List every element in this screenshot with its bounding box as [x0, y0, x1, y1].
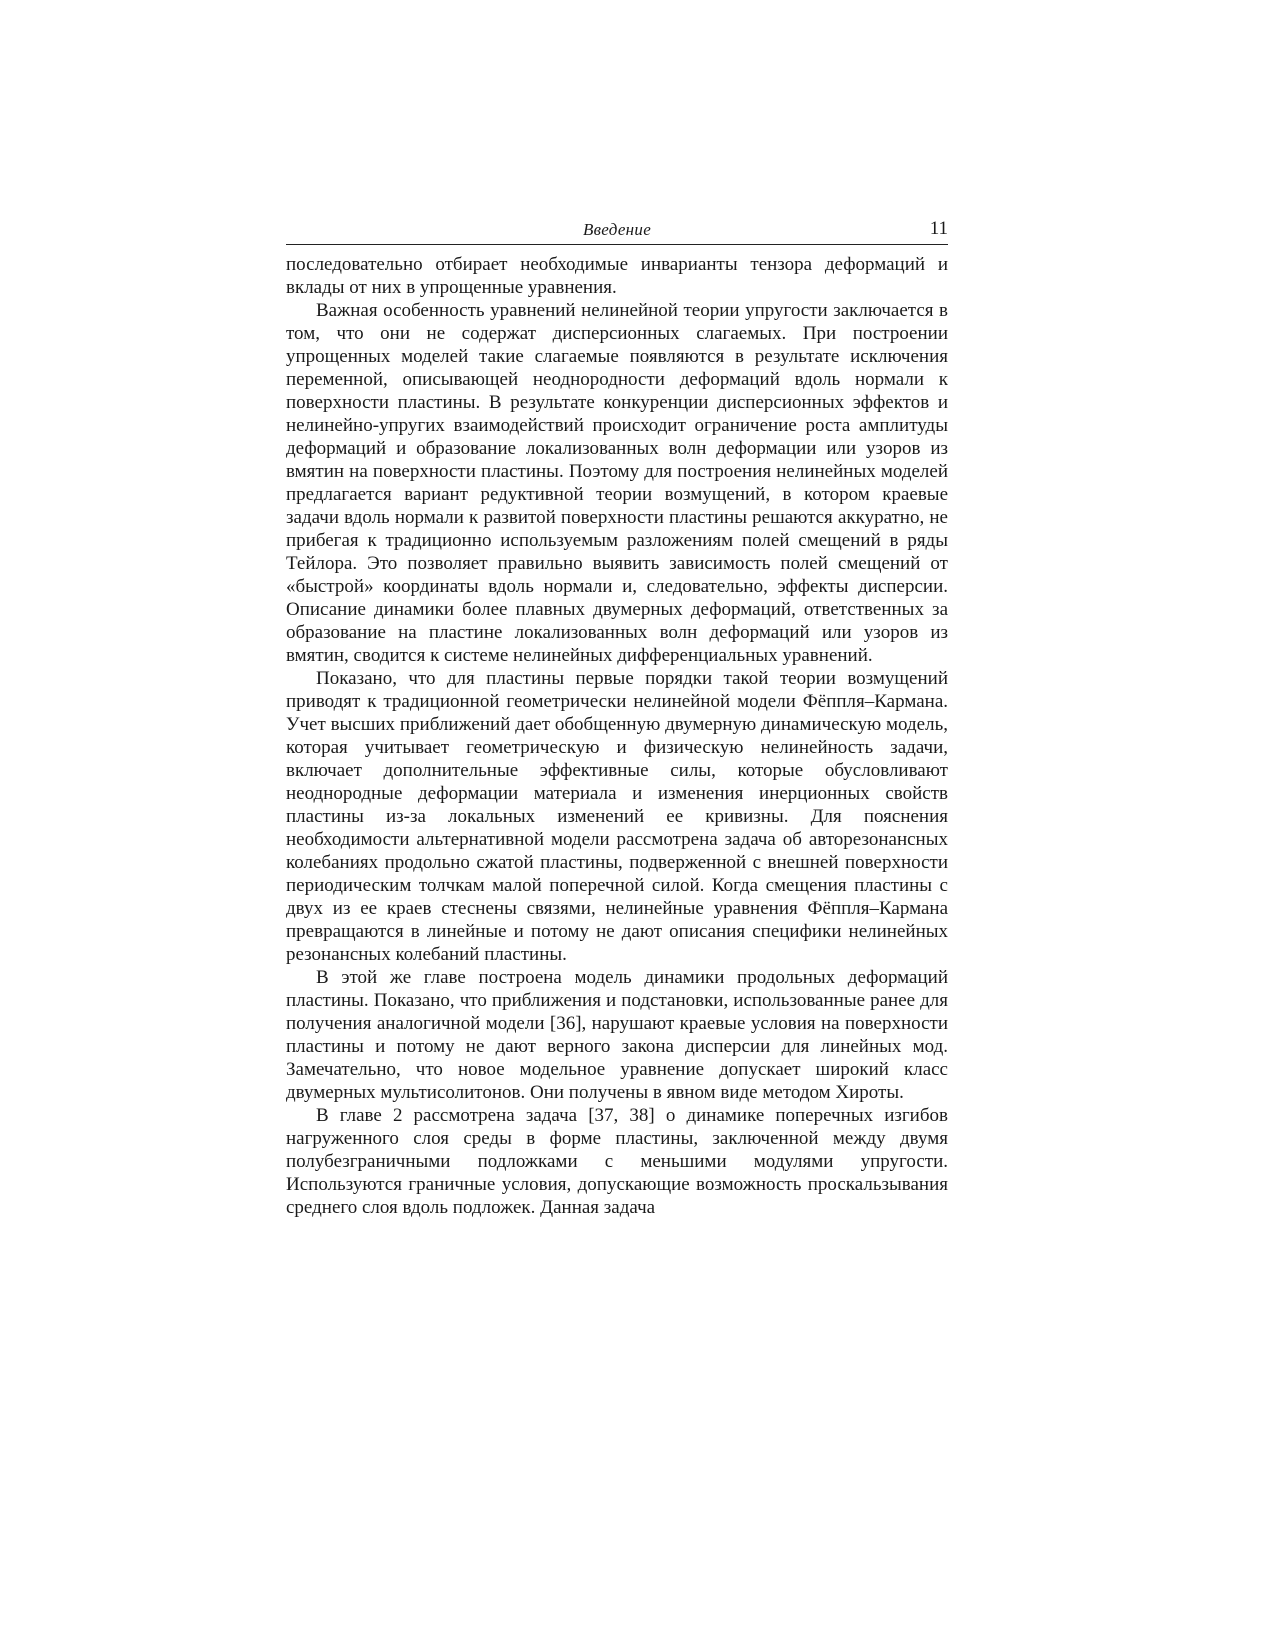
paragraph-5: В главе 2 рассмотрена задача [37, 38] о динамике поперечных изгибов нагруженного слоя среды в форме пластины, заключенной между двумя полубезграничными подложками с меньшими модулями упругости. Используются граничные условия, допускающие возможность проскальзывания среднего слоя вдоль подложек. Данная задача: [286, 1105, 948, 1218]
book-page: [286, 218, 948, 1219]
running-head-title: Введение: [582, 220, 652, 239]
paragraph-4: В этой же главе построена модель динамики продольных деформаций пластины. Показано, что приближения и подстановки, использованные ранее для получения аналогичной модели [36], нарушают краевые условия на поверхности пластины и потому не дают верного закона дисперсии для линейных мод. Замечательно, что новое модельное уравнение допускает широкий класс двумерных мультисолитонов. Они получены в явном виде методом Хироты.: [286, 967, 948, 1103]
running-head: [286, 218, 948, 245]
body-text: [286, 253, 948, 1219]
paragraph-1-continuation: последовательно отбирает необходимые инварианты тензора деформаций и вклады от них в упрощенные уравнения.: [286, 254, 948, 298]
page-number: 11: [929, 218, 948, 239]
paragraph-3: Показано, что для пластины первые порядки такой теории возмущений приводят к традиционной геометрически нелинейной модели Фёппля–Кармана. Учет высших приближений дает обобщенную двумерную динамическую модель, которая учитывает геометрическую и физическую нелинейность задачи, включает дополнительные эффективные силы, которые обусловливают неоднородные деформации материала и изменения инерционных свойств пластины из-за локальных изменений ее кривизны. Для пояснения необходимости альтернативной модели рассмотрена задача об авторезонансных колебаниях продольно сжатой пластины, подверженной с внешней поверхности периодическим толчкам малой поперечной силой. Когда смещения пластины с двух из ее краев стеснены связями, нелинейные уравнения Фёппля–Кармана превращаются в линейные и потому не дают описания специфики нелинейных резонансных колебаний пластины.: [286, 668, 948, 965]
paragraph-2: Важная особенность уравнений нелинейной теории упругости заключается в том, что они не содержат дисперсионных слагаемых. При построении упрощенных моделей такие слагаемые появляются в результате исключения переменной, описывающей неоднородности деформаций вдоль нормали к поверхности пластины. В результате конкуренции дисперсионных эффектов и нелинейно-упругих взаимодействий происходит ограничение роста амплитуды деформаций и образование локализованных волн деформации или узоров из вмятин на поверхности пластины. Поэтому для построения нелинейных моделей предлагается вариант редуктивной теории возмущений, в котором краевые задачи вдоль нормали к развитой поверхности пластины решаются аккуратно, не прибегая к традиционно используемым разложениям полей смещений в ряды Тейлора. Это позволяет правильно выявить зависимость полей смещений от «быстрой» координаты вдоль нормали и, следовательно, эффекты дисперсии. Описание динамики более плавных двумерных деформаций, ответственных за образование на пластине локализованных волн деформаций или узоров из вмятин, сводится к системе нелинейных дифференциальных уравнений.: [286, 300, 948, 666]
